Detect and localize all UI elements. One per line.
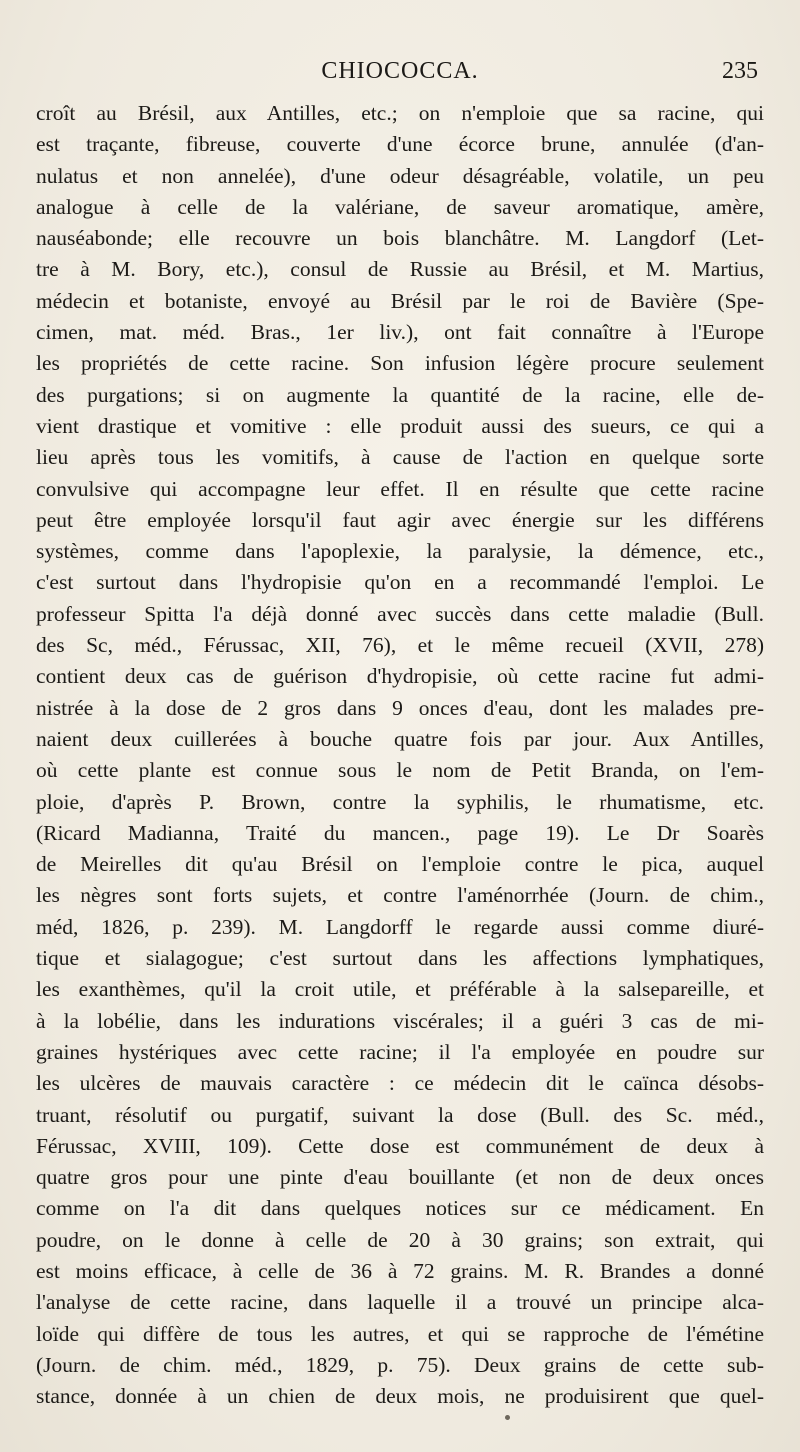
text-line: ploie, d'après P. Brown, contre la syphilis, le rhumatisme, etc. — [36, 789, 764, 814]
text-line: nulatus et non annelée), d'une odeur désagréable, volatile, un peu — [36, 163, 764, 188]
text-line: nistrée à la dose de 2 gros dans 9 onces d'eau, dont les malades pre- — [36, 695, 764, 720]
text-line: peut être employée lorsqu'il faut agir avec énergie sur les différens — [36, 507, 764, 532]
text-line: loïde qui diffère de tous les autres, et qui se rapproche de l'émétine — [36, 1321, 764, 1346]
text-line: poudre, on le donne à celle de 20 à 30 grains; son extrait, qui — [36, 1227, 764, 1252]
page-number: 235 — [722, 58, 758, 84]
text-line: (Journ. de chim. méd., 1829, p. 75). Deux grains de cette sub- — [36, 1352, 764, 1377]
text-line: systèmes, comme dans l'apoplexie, la paralysie, la démence, etc., — [36, 539, 764, 564]
text-line: comme on l'a dit dans quelques notices sur ce médicament. En — [36, 1196, 764, 1221]
text-line: les nègres sont forts sujets, et contre l'aménorrhée (Journ. de chim., — [36, 883, 764, 908]
text-line: les propriétés de cette racine. Son infusion légère procure seulement — [36, 351, 764, 376]
text-line: croît au Brésil, aux Antilles, etc.; on n'emploie que sa racine, qui — [36, 101, 764, 125]
text-line: analogue à celle de la valériane, de saveur aromatique, amère, — [36, 194, 764, 219]
text-line: contient deux cas de guérison d'hydropisie, où cette racine fut admi- — [36, 664, 764, 689]
text-line: c'est surtout dans l'hydropisie qu'on en a recommandé l'emploi. Le — [36, 570, 764, 595]
text-line: l'analyse de cette racine, dans laquelle il a trouvé un principe alca- — [36, 1290, 764, 1315]
text-line: des purgations; si on augmente la quantité de la racine, elle de- — [36, 382, 764, 407]
body-text — [36, 98, 764, 1412]
text-line: convulsive qui accompagne leur effet. Il en résulte que cette racine — [36, 476, 764, 501]
text-line: où cette plante est connue sous le nom de Petit Branda, on l'em- — [36, 758, 764, 783]
text-line: quatre gros pour une pinte d'eau bouillante (et non de deux onces — [36, 1165, 764, 1190]
text-line: les exanthèmes, qu'il la croit utile, et préférable à la salsepareille, et — [36, 977, 764, 1002]
text-line: de Meirelles dit qu'au Brésil on l'emploie contre le pica, auquel — [36, 852, 764, 877]
running-head: CHIOCOCCA. — [321, 58, 479, 84]
text-line: graines hystériques avec cette racine; il l'a employée en poudre sur — [36, 1039, 764, 1064]
ink-speck — [505, 1415, 510, 1420]
text-line: (Ricard Madianna, Traité du mancen., page 19). Le Dr Soarès — [36, 820, 764, 845]
text-line: à la lobélie, dans les indurations viscérales; il a guéri 3 cas de mi- — [36, 1008, 764, 1033]
text-line: des Sc, méd., Férussac, XII, 76), et le même recueil (XVII, 278) — [36, 633, 764, 658]
text-line: méd, 1826, p. 239). M. Langdorff le regarde aussi comme diuré- — [36, 914, 764, 939]
text-line: tre à M. Bory, etc.), consul de Russie au Brésil, et M. Martius, — [36, 257, 764, 282]
text-line: cimen, mat. méd. Bras., 1er liv.), ont fait connaître à l'Europe — [36, 320, 764, 345]
text-line: vient drastique et vomitive : elle produit aussi des sueurs, ce qui a — [36, 413, 764, 438]
text-line: lieu après tous les vomitifs, à cause de l'action en quelque sorte — [36, 445, 764, 470]
text-line: nauséabonde; elle recouvre un bois blanchâtre. M. Langdorf (Let- — [36, 226, 764, 251]
text-line: médecin et botaniste, envoyé au Brésil par le roi de Bavière (Spe- — [36, 288, 764, 313]
text-line: truant, résolutif ou purgatif, suivant la dose (Bull. des Sc. méd., — [36, 1102, 764, 1127]
text-line: stance, donnée à un chien de deux mois, ne produisirent que quel- — [36, 1384, 764, 1409]
text-line: les ulcères de mauvais caractère : ce médecin dit le caïnca désobs- — [36, 1071, 764, 1096]
text-line: naient deux cuillerées à bouche quatre fois par jour. Aux Antilles, — [36, 726, 764, 751]
page-header — [36, 58, 764, 90]
text-line: tique et sialagogue; c'est surtout dans les affections lymphatiques, — [36, 946, 764, 971]
text-line: Férussac, XVIII, 109). Cette dose est communément de deux à — [36, 1133, 764, 1158]
text-line: est moins efficace, à celle de 36 à 72 grains. M. R. Brandes a donné — [36, 1258, 764, 1283]
text-line: est traçante, fibreuse, couverte d'une écorce brune, annulée (d'an- — [36, 132, 764, 157]
text-line: professeur Spitta l'a déjà donné avec succès dans cette maladie (Bull. — [36, 601, 764, 626]
